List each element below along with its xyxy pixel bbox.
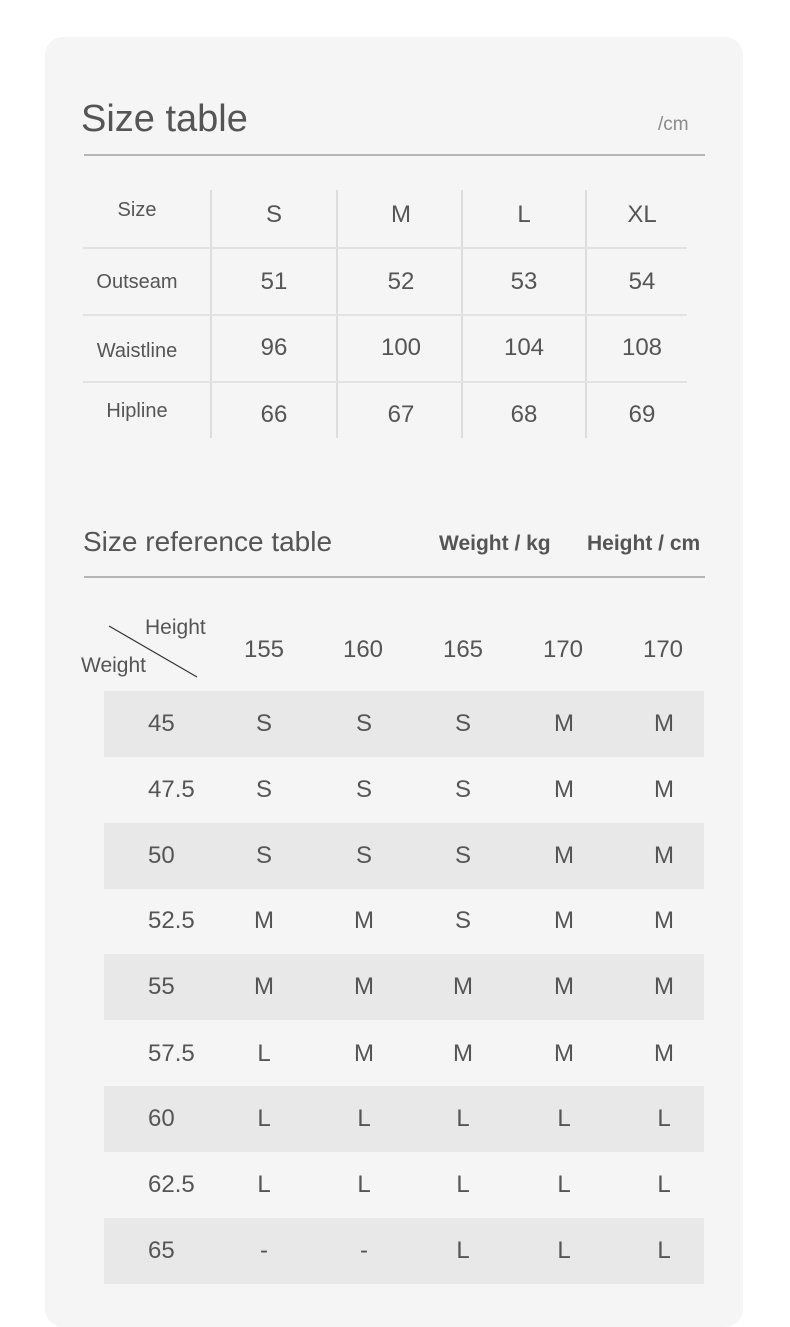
size-cell: S bbox=[454, 776, 471, 803]
size-cell: L bbox=[357, 1171, 371, 1198]
table-cell: 53 bbox=[510, 268, 538, 295]
table-row bbox=[104, 888, 704, 954]
weight-cell: 57.5 bbox=[148, 1040, 195, 1067]
size-table-unit: /cm bbox=[658, 114, 689, 135]
size-cell: M bbox=[453, 973, 473, 1000]
size-cell: M bbox=[254, 907, 274, 934]
row-label-waistline: Waistline bbox=[96, 340, 178, 362]
size-table-divider bbox=[84, 154, 705, 156]
grid-line bbox=[83, 381, 687, 383]
table-row bbox=[104, 954, 704, 1020]
size-cell: M bbox=[554, 1040, 574, 1067]
size-cell: - bbox=[260, 1237, 268, 1264]
size-cell: M bbox=[354, 907, 374, 934]
height-unit-label: Height / cm bbox=[587, 532, 701, 555]
weight-cell: 60 bbox=[148, 1105, 175, 1132]
table-cell: 51 bbox=[260, 268, 288, 295]
size-cell: L bbox=[456, 1171, 470, 1198]
size-cell: M bbox=[654, 776, 674, 803]
row-label-outseam: Outseam bbox=[96, 271, 178, 293]
size-cell: M bbox=[554, 973, 574, 1000]
size-cell: S bbox=[355, 776, 372, 803]
size-cell: M bbox=[354, 1040, 374, 1067]
size-cell: S bbox=[454, 710, 471, 737]
size-cell: S bbox=[454, 907, 471, 934]
size-cell: L bbox=[257, 1171, 271, 1198]
weight-cell: 65 bbox=[148, 1237, 175, 1264]
size-cell: S bbox=[355, 710, 372, 737]
size-cell: S bbox=[454, 842, 471, 869]
size-cell: S bbox=[355, 842, 372, 869]
table-row bbox=[104, 1218, 704, 1284]
table-row bbox=[104, 1086, 704, 1152]
height-header: 160 bbox=[342, 636, 384, 663]
size-cell: M bbox=[654, 1040, 674, 1067]
height-header: 155 bbox=[243, 636, 285, 663]
weight-cell: 62.5 bbox=[148, 1171, 195, 1198]
size-cell: - bbox=[360, 1237, 368, 1264]
weight-cell: 45 bbox=[148, 710, 175, 737]
weight-cell: 50 bbox=[148, 842, 175, 869]
height-header: 165 bbox=[442, 636, 484, 663]
size-cell: S bbox=[255, 842, 272, 869]
size-cell: L bbox=[456, 1105, 470, 1132]
size-table-title: Size table bbox=[81, 98, 248, 140]
size-cell: M bbox=[354, 973, 374, 1000]
size-cell: M bbox=[554, 907, 574, 934]
size-cell: M bbox=[654, 973, 674, 1000]
table-cell: 67 bbox=[387, 401, 415, 428]
table-cell: 104 bbox=[503, 334, 545, 361]
table-cell: 69 bbox=[628, 401, 656, 428]
weight-cell: 55 bbox=[148, 973, 175, 1000]
table-cell: 100 bbox=[380, 334, 422, 361]
size-cell: M bbox=[254, 973, 274, 1000]
table-row bbox=[104, 823, 704, 889]
table-cell: 66 bbox=[260, 401, 288, 428]
weight-cell: 47.5 bbox=[148, 776, 195, 803]
size-cell: S bbox=[255, 710, 272, 737]
row-label-hipline: Hipline bbox=[106, 400, 168, 422]
size-cell: M bbox=[453, 1040, 473, 1067]
weight-unit-label: Weight / kg bbox=[439, 532, 551, 555]
size-header: XL bbox=[627, 201, 657, 228]
table-row bbox=[104, 1021, 704, 1087]
table-row bbox=[104, 691, 704, 757]
size-cell: L bbox=[257, 1040, 271, 1067]
table-row bbox=[104, 1152, 704, 1218]
grid-line bbox=[83, 247, 687, 249]
size-cell: L bbox=[557, 1237, 571, 1264]
size-cell: M bbox=[554, 710, 574, 737]
corner-height-label: Height bbox=[145, 616, 206, 639]
size-cell: M bbox=[654, 710, 674, 737]
reference-table-title: Size reference table bbox=[83, 526, 333, 557]
size-cell: L bbox=[657, 1171, 671, 1198]
size-cell: L bbox=[557, 1105, 571, 1132]
table-cell: 54 bbox=[628, 268, 656, 295]
table-cell: 68 bbox=[510, 401, 538, 428]
height-header: 170 bbox=[642, 636, 684, 663]
height-header: 170 bbox=[542, 636, 584, 663]
size-cell: L bbox=[257, 1105, 271, 1132]
size-cell: M bbox=[554, 776, 574, 803]
table-cell: 96 bbox=[260, 334, 288, 361]
size-cell: M bbox=[554, 842, 574, 869]
size-header: M bbox=[391, 201, 411, 228]
size-cell: S bbox=[255, 776, 272, 803]
table-cell: 108 bbox=[621, 334, 663, 361]
reference-table-divider bbox=[84, 576, 705, 578]
size-cell: L bbox=[557, 1171, 571, 1198]
size-header: S bbox=[265, 201, 282, 228]
corner-weight-label: Weight bbox=[81, 654, 146, 677]
size-cell: L bbox=[456, 1237, 470, 1264]
size-cell: M bbox=[654, 842, 674, 869]
size-header-label: Size bbox=[117, 199, 157, 221]
size-cell: L bbox=[357, 1105, 371, 1132]
size-cell: M bbox=[654, 907, 674, 934]
weight-cell: 52.5 bbox=[148, 907, 195, 934]
grid-line bbox=[83, 314, 687, 316]
size-cell: L bbox=[657, 1105, 671, 1132]
table-cell: 52 bbox=[387, 268, 415, 295]
table-row bbox=[104, 757, 704, 823]
size-header: L bbox=[517, 201, 531, 228]
size-cell: L bbox=[657, 1237, 671, 1264]
